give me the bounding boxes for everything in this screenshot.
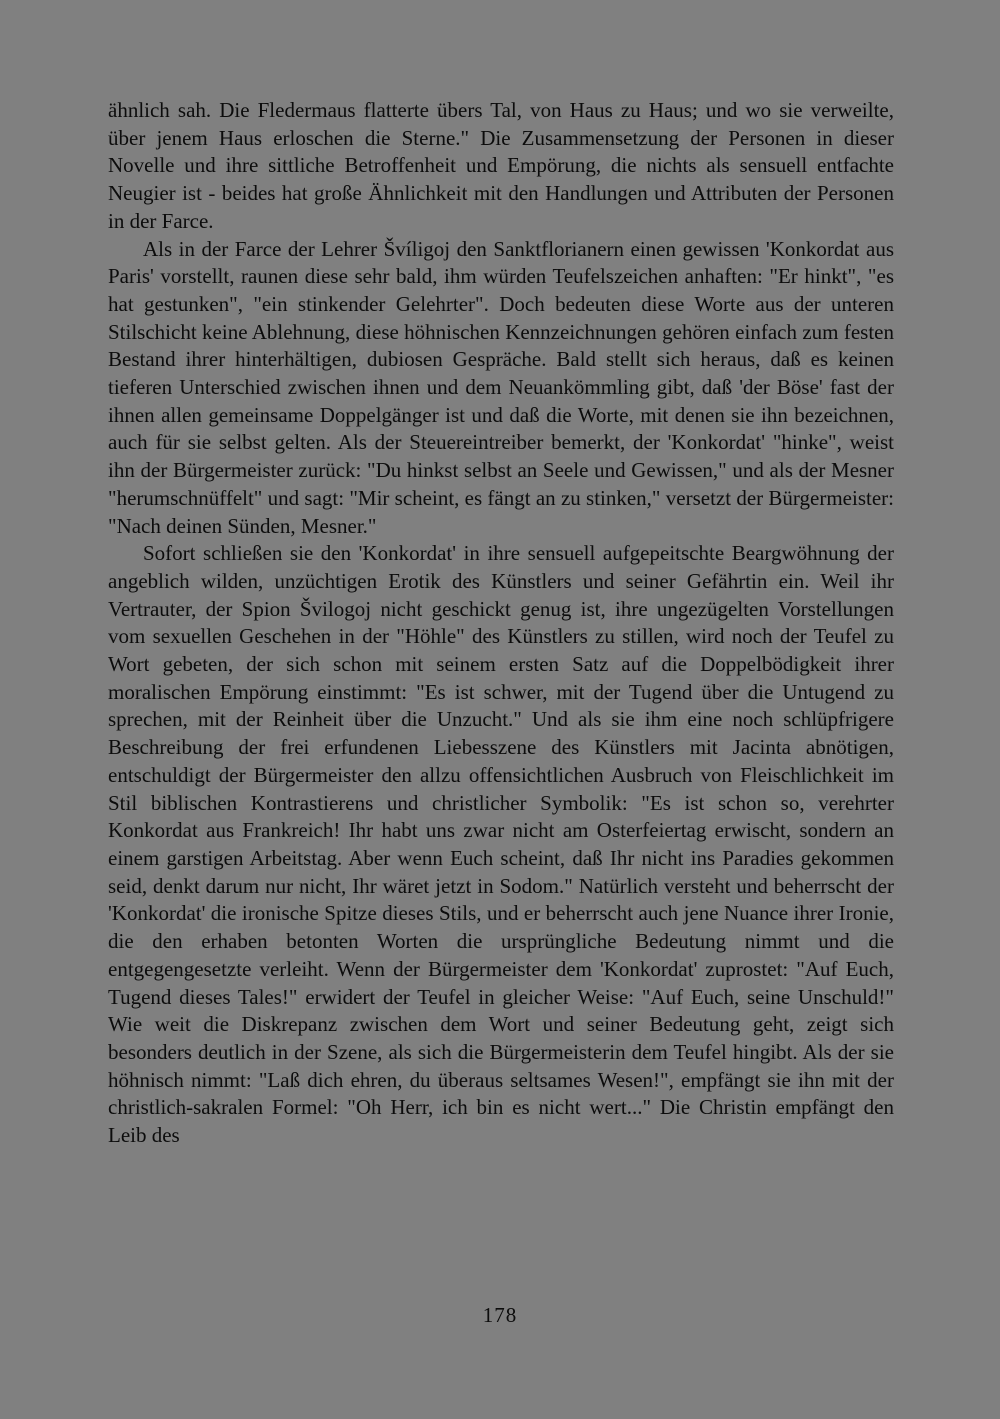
paragraph-1: ähnlich sah. Die Fledermaus flatterte übers Tal, von Haus zu Haus; und wo sie verweilte, über jenem Haus erloschen die Sterne." Die Zusammensetzung der Personen in dieser Novelle und ihre sittliche Betroffenheit und Empörung, die nichts als sensuell entfachte Neugier ist - beides hat große Ähnlichkeit mit den Handlungen und Attributen der Personen in der Farce. (108, 98, 894, 233)
body-text (108, 97, 894, 1150)
paragraph-3: Sofort schließen sie den 'Konkordat' in ihre sensuell aufgepeitschte Beargwöhnung der angeblich wilden, unzüchtigen Erotik des Künstlers und seiner Gefährtin ein. Weil ihr Vertrauter, der Spion Švilogoj nicht geschickt genug ist, ihre ungezügelten Vorstellungen vom sexuellen Geschehen in der "Höhle" des Künstlers zu stillen, wird noch der Teufel zu Wort gebeten, der sich schon mit seinem ersten Satz auf die Doppelbödigkeit ihrer moralischen Empörung einstimmt: "Es ist schwer, mit der Tugend über die Untugend zu sprechen, mit der Reinheit über die Unzucht." Und als sie ihm eine noch schlüpfrigere Beschreibung der frei erfundenen Liebesszene des Künstlers mit Jacinta abnötigen, entschuldigt der Bürgermeister den allzu offensichtlichen Ausbruch von Fleischlichkeit im Stil biblischen Kontrastierens und christlicher Symbolik: "Es ist schon so, verehrter Konkordat aus Frankreich! Ihr habt uns zwar nicht am Osterfeiertag erwischt, sondern an einem garstigen Arbeitstag. Aber wenn Euch scheint, daß Ihr nicht ins Paradies gekommen seid, denkt darum nur nicht, Ihr wäret jetzt in Sodom." Natürlich versteht und beherrscht der 'Konkordat' die ironische Spitze dieses Stils, und er beherrscht auch jene Nuance ihrer Ironie, die den erhaben betonten Worten die ursprüngliche Bedeutung nimmt und die entgegengesetzte verleiht. Wenn der Bürgermeister dem 'Konkordat' zuprostet: "Auf Euch, Tugend dieses Tales!" erwidert der Teufel in gleicher Weise: "Auf Euch, seine Unschuld!" Wie weit die Diskrepanz zwischen dem Wort und seiner Bedeutung geht, zeigt sich besonders deutlich in der Szene, als sich die Bürgermeisterin dem Teufel hingibt. Als der sie höhnisch nimmt: "Laß dich ehren, du überaus seltsames Wesen!", empfängt sie ihn mit der christlich-sakralen Formel: "Oh Herr, ich bin es nicht wert..." Die Christin empfängt den Leib des (108, 541, 894, 1148)
page-number: 178 (482, 1303, 518, 1327)
paragraph-2: Als in der Farce der Lehrer Švíligoj den Sanktflorianern einen gewissen 'Konkordat aus Paris' vorstellt, raunen diese sehr bald, ihm würden Teufelszeichen anhaften: "Er hinkt", "es hat gestunken", "ein stinkender Gelehrter". Doch bedeuten diese Worte aus der unteren Stilschicht keine Ablehnung, diese höhnischen Kennzeichnungen gehören einfach zum festen Bestand ihrer hinterhältigen, dubiosen Gespräche. Bald stellt sich heraus, daß es keinen tieferen Unterschied zwischen ihnen und dem Neuankömmling gibt, daß 'der Böse' fast der ihnen allen gemeinsame Doppelgänger ist und daß die Worte, mit denen sie ihn bezeichnen, auch für sie selbst gelten. Als der Steuereintreiber bemerkt, der 'Konkordat' "hinke", weist ihn der Bürgermeister zurück: "Du hinkst selbst an Seele und Gewissen," und als der Mesner "herumschnüffelt" und sagt: "Mir scheint, es fängt an zu stinken," versetzt der Bürgermeister: "Nach deinen Sünden, Mesner." (108, 236, 894, 538)
